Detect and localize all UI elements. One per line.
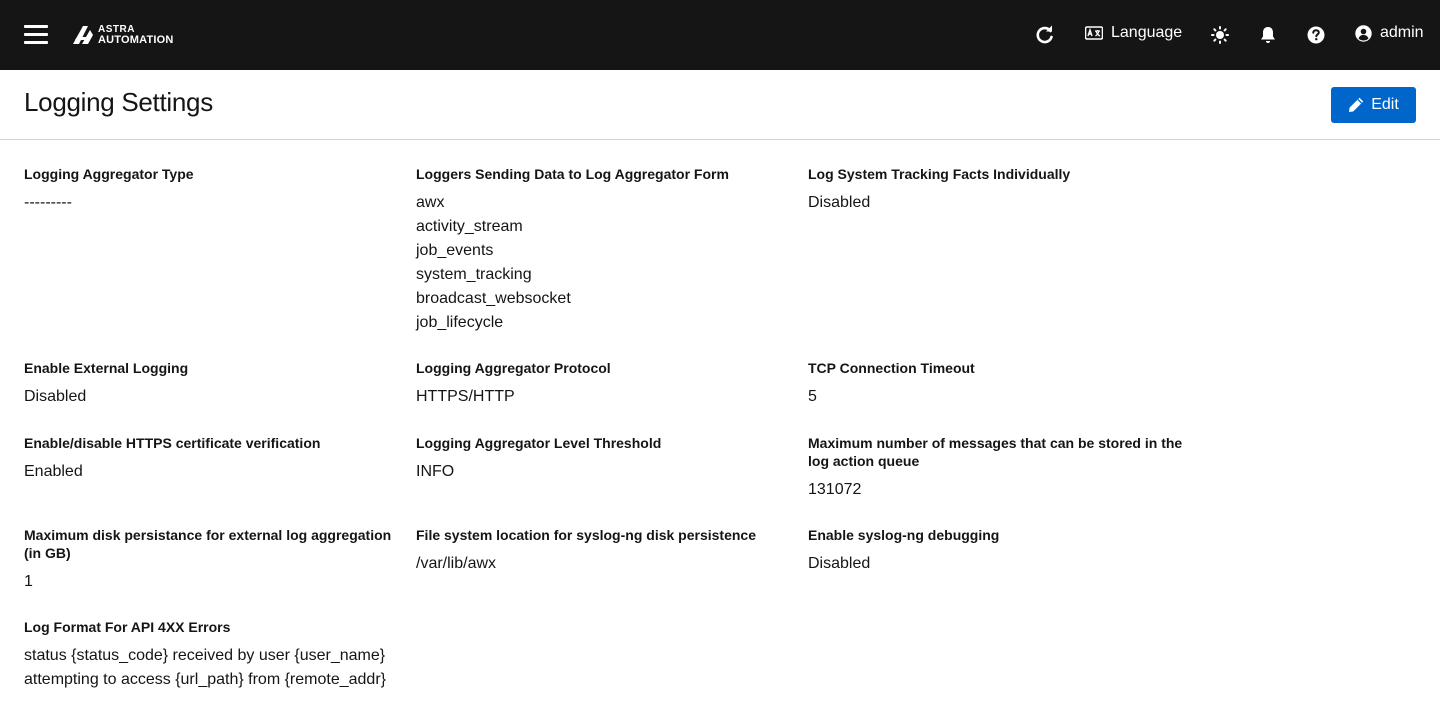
theme-toggle-button[interactable] <box>1211 26 1229 44</box>
detail-label: Maximum disk persistance for external log aggregation (in GB) <box>24 527 392 561</box>
sun-icon <box>1211 26 1229 44</box>
detail-api-4xx-format <box>24 618 394 692</box>
brand-line-2: AUTOMATION <box>98 34 174 46</box>
detail-label: Loggers Sending Data to Log Aggregator Form <box>416 166 729 182</box>
language-button[interactable] <box>1085 24 1182 42</box>
logger-item: activity_stream <box>416 218 523 235</box>
user-circle-icon <box>1355 25 1372 42</box>
brand-mark-icon <box>71 24 95 46</box>
edit-button[interactable] <box>1331 87 1416 123</box>
page-header <box>0 70 1440 140</box>
detail-level-threshold <box>416 434 786 484</box>
refresh-icon <box>1035 25 1055 45</box>
logger-item: system_tracking <box>416 266 532 283</box>
help-button[interactable] <box>1307 26 1325 44</box>
user-name-label: admin <box>1380 24 1424 41</box>
detail-tcp-timeout <box>808 359 1188 409</box>
masthead <box>0 0 1440 70</box>
bell-icon <box>1260 26 1276 44</box>
detail-system-tracking <box>808 165 1188 215</box>
logger-item: broadcast_websocket <box>416 290 571 307</box>
detail-label: Logging Aggregator Protocol <box>416 360 611 376</box>
detail-label: Enable syslog-ng debugging <box>808 527 1000 543</box>
detail-value: Disabled <box>808 555 871 572</box>
user-menu-button[interactable] <box>1355 24 1424 42</box>
language-label: Language <box>1111 24 1183 41</box>
detail-label: TCP Connection Timeout <box>808 360 975 376</box>
page-title: Logging Settings <box>24 87 213 117</box>
detail-value: 131072 <box>808 481 862 498</box>
detail-external-logging <box>24 359 394 409</box>
hamburger-menu-icon[interactable] <box>24 25 48 45</box>
language-icon <box>1085 26 1103 40</box>
brand-line-1: ASTRA <box>98 24 135 35</box>
question-circle-icon <box>1307 26 1325 44</box>
detail-label: File system location for syslog-ng disk persistence <box>416 527 756 543</box>
brand-logo[interactable] <box>71 24 174 46</box>
detail-https-verify <box>24 434 394 484</box>
detail-label: Log Format For API 4XX Errors <box>24 619 231 635</box>
detail-value: HTTPS/HTTP <box>416 388 515 405</box>
detail-value: 1 <box>24 573 33 590</box>
detail-value-list <box>416 191 786 335</box>
detail-value: Disabled <box>808 194 871 211</box>
refresh-button[interactable] <box>1035 25 1055 45</box>
detail-value: /var/lib/awx <box>416 555 497 572</box>
detail-value: Disabled <box>24 388 87 405</box>
detail-max-disk <box>24 526 394 594</box>
notifications-button[interactable] <box>1260 26 1276 44</box>
detail-label: Maximum number of messages that can be stored in the log action queue <box>808 435 1183 469</box>
logger-item: job_events <box>416 242 494 259</box>
logger-item: awx <box>416 194 445 211</box>
detail-label: Log System Tracking Facts Individually <box>808 166 1071 182</box>
detail-label: Enable/disable HTTPS certificate verification <box>24 435 321 451</box>
detail-value: 5 <box>808 388 817 405</box>
detail-value: status {status_code} received by user {user_name} attempting to access {url_path} from {remote_addr} <box>24 647 386 688</box>
pencil-icon <box>1348 97 1364 113</box>
detail-syslog-debug <box>808 526 1188 576</box>
detail-max-messages <box>808 434 1188 502</box>
detail-value: INFO <box>416 463 455 480</box>
detail-value: Enabled <box>24 463 83 480</box>
detail-label: Enable External Logging <box>24 360 189 376</box>
detail-loggers <box>416 165 786 335</box>
detail-value: --------- <box>24 194 72 211</box>
logger-item: job_lifecycle <box>416 314 504 331</box>
detail-label: Logging Aggregator Type <box>24 166 194 182</box>
detail-fs-location <box>416 526 786 576</box>
edit-button-label: Edit <box>1371 96 1399 113</box>
detail-aggregator-type <box>24 165 394 215</box>
detail-protocol <box>416 359 786 409</box>
detail-label: Logging Aggregator Level Threshold <box>416 435 662 451</box>
